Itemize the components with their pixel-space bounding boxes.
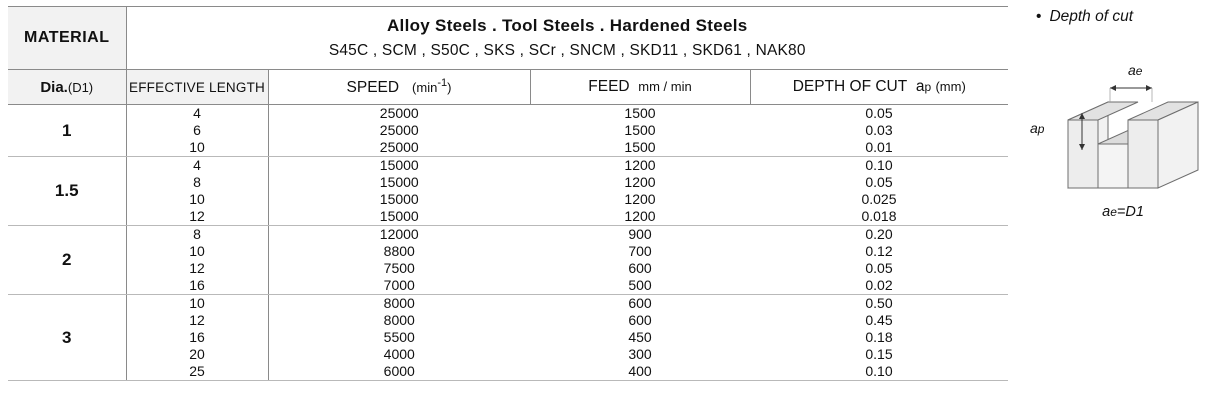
speed-value: 4000: [383, 346, 415, 362]
depth-unit-p: p: [924, 80, 932, 94]
depth-value: 0.025: [861, 191, 897, 207]
effective-length-value: 10: [189, 295, 205, 311]
column-header-speed: [268, 70, 530, 105]
feed-value: 600: [628, 260, 652, 276]
depth-group: [750, 226, 1008, 295]
effective-length-value: 20: [189, 346, 205, 362]
depth-of-cut-panel: [1020, 8, 1226, 398]
depth-value: 0.18: [865, 329, 893, 345]
table-row: [8, 295, 1008, 381]
material-line-2: S45C , SCM , S50C , SKS , SCr , SNCM , SKD11 , SKD61 , NAK80: [328, 42, 806, 59]
depth-of-cut-title-text: Depth of cut: [1049, 8, 1134, 25]
label-ae-base: a: [1128, 62, 1136, 78]
feed-value: 1500: [624, 105, 656, 121]
feed-value: 450: [628, 329, 652, 345]
feed-unit: mm / min: [638, 79, 692, 94]
effective-length-value: 25: [189, 363, 205, 379]
dia-subscript: (D1): [67, 79, 94, 95]
speed-value: 25000: [379, 105, 419, 121]
feed-value: 1500: [624, 122, 656, 138]
material-label: MATERIAL: [8, 7, 126, 70]
feed-group: [530, 226, 750, 295]
effective-length-group: [126, 157, 268, 226]
effective-length-value: 10: [189, 191, 205, 207]
feed-group: [530, 295, 750, 381]
speed-value: 8800: [383, 243, 415, 259]
speed-value: 12000: [379, 226, 419, 242]
effective-length-group: [126, 226, 268, 295]
speed-value: 7500: [383, 260, 415, 276]
feed-value: 1200: [624, 208, 656, 224]
material-header-row: [8, 7, 1008, 70]
speed-value: 8000: [383, 312, 415, 328]
dia-value: 1.5: [8, 157, 126, 226]
depth-value: 0.20: [865, 226, 893, 242]
column-header-row: [8, 70, 1008, 105]
effective-length-value: 12: [189, 208, 205, 224]
feed-value: 1200: [624, 174, 656, 190]
dia-value: 3: [8, 295, 126, 381]
depth-value: 0.02: [865, 277, 893, 293]
speed-group: [268, 105, 530, 157]
depth-value: 0.45: [865, 312, 893, 328]
depth-group: [750, 295, 1008, 381]
label-ae: [1128, 62, 1142, 78]
depth-of-cut-figure: [1020, 58, 1226, 218]
effective-length-value: 10: [189, 243, 205, 259]
speed-unit-open: (min: [412, 80, 438, 96]
effective-length-value: 8: [193, 226, 201, 242]
material-line-1: Alloy Steels . Tool Steels . Hardened Steels: [386, 16, 748, 35]
slot-block-diagram-icon: [1020, 58, 1226, 218]
effective-length-value: 16: [189, 277, 205, 293]
feed-value: 400: [628, 363, 652, 379]
depth-value: 0.12: [865, 243, 893, 259]
speed-value: 7000: [383, 277, 415, 293]
effective-length-value: 6: [193, 122, 201, 138]
effective-length-value: 16: [189, 329, 205, 345]
effective-length-value: 12: [189, 260, 205, 276]
label-ap: [1030, 120, 1044, 136]
effective-length-value: 4: [193, 157, 201, 173]
speed-value: 25000: [379, 139, 419, 155]
effective-length-value: 12: [189, 312, 205, 328]
speed-value: 8000: [383, 295, 415, 311]
speed-unit-close: ): [447, 80, 452, 96]
feed-text: FEED: [588, 78, 630, 95]
feed-value: 600: [628, 295, 652, 311]
speed-text: SPEED: [346, 79, 400, 97]
feed-value: 300: [628, 346, 652, 362]
depth-group: [750, 157, 1008, 226]
label-ap-base: a: [1030, 120, 1038, 136]
speed-value: 6000: [383, 363, 415, 379]
feed-value: 1200: [624, 157, 656, 173]
feed-value: 1500: [624, 139, 656, 155]
depth-value: 0.05: [865, 174, 893, 190]
table-row: [8, 105, 1008, 157]
feed-value: 1200: [624, 191, 656, 207]
feed-value: 700: [628, 243, 652, 259]
depth-value: 0.01: [865, 139, 893, 155]
depth-value: 0.05: [865, 105, 893, 121]
column-header-dia: [8, 70, 126, 105]
column-header-feed: [530, 70, 750, 105]
depth-text: DEPTH OF CUT: [792, 78, 908, 95]
depth-value: 0.15: [865, 346, 893, 362]
depth-of-cut-title: [1036, 8, 1226, 26]
caption-base: a: [1102, 204, 1111, 220]
label-ap-subscript: p: [1037, 122, 1045, 136]
speed-group: [268, 295, 530, 381]
figure-caption: [1020, 204, 1226, 220]
speed-group: [268, 226, 530, 295]
speed-value: 15000: [379, 174, 419, 190]
feed-value: 900: [628, 226, 652, 242]
caption-rest: =D1: [1116, 204, 1144, 220]
effective-length-value: 8: [193, 174, 201, 190]
speed-value: 15000: [379, 191, 419, 207]
depth-value: 0.03: [865, 122, 893, 138]
speed-unit-exponent: -1: [437, 76, 448, 89]
depth-unit-a: a: [915, 78, 925, 95]
bullet-icon: •: [1036, 8, 1042, 25]
cutting-data-table: [8, 6, 1008, 381]
effective-length-value: 10: [189, 139, 205, 155]
effective-length-value: 4: [193, 105, 201, 121]
speed-value: 25000: [379, 122, 419, 138]
depth-group: [750, 105, 1008, 157]
depth-value: 0.10: [865, 363, 893, 379]
feed-value: 600: [628, 312, 652, 328]
depth-value: 0.05: [865, 260, 893, 276]
speed-value: 5500: [383, 329, 415, 345]
depth-unit-mm: (mm): [935, 79, 966, 94]
table-row: [8, 226, 1008, 295]
effective-length-group: [126, 295, 268, 381]
table-row: [8, 157, 1008, 226]
feed-group: [530, 157, 750, 226]
column-header-effective-length: EFFECTIVE LENGTH: [126, 70, 268, 105]
speed-value: 15000: [379, 208, 419, 224]
feed-group: [530, 105, 750, 157]
feed-value: 500: [628, 277, 652, 293]
label-ae-subscript: e: [1135, 64, 1143, 78]
speed-value: 15000: [379, 157, 419, 173]
dia-text: Dia.: [40, 78, 68, 96]
dia-value: 1: [8, 105, 126, 157]
material-value: [126, 7, 1008, 70]
speed-group: [268, 157, 530, 226]
column-header-depth-of-cut: [750, 70, 1008, 105]
dia-value: 2: [8, 226, 126, 295]
depth-value: 0.10: [865, 157, 893, 173]
effective-length-group: [126, 105, 268, 157]
caption-subscript: e: [1110, 205, 1117, 219]
cutting-data-table-wrapper: [8, 6, 1008, 381]
depth-value: 0.50: [865, 295, 893, 311]
depth-value: 0.018: [861, 208, 897, 224]
